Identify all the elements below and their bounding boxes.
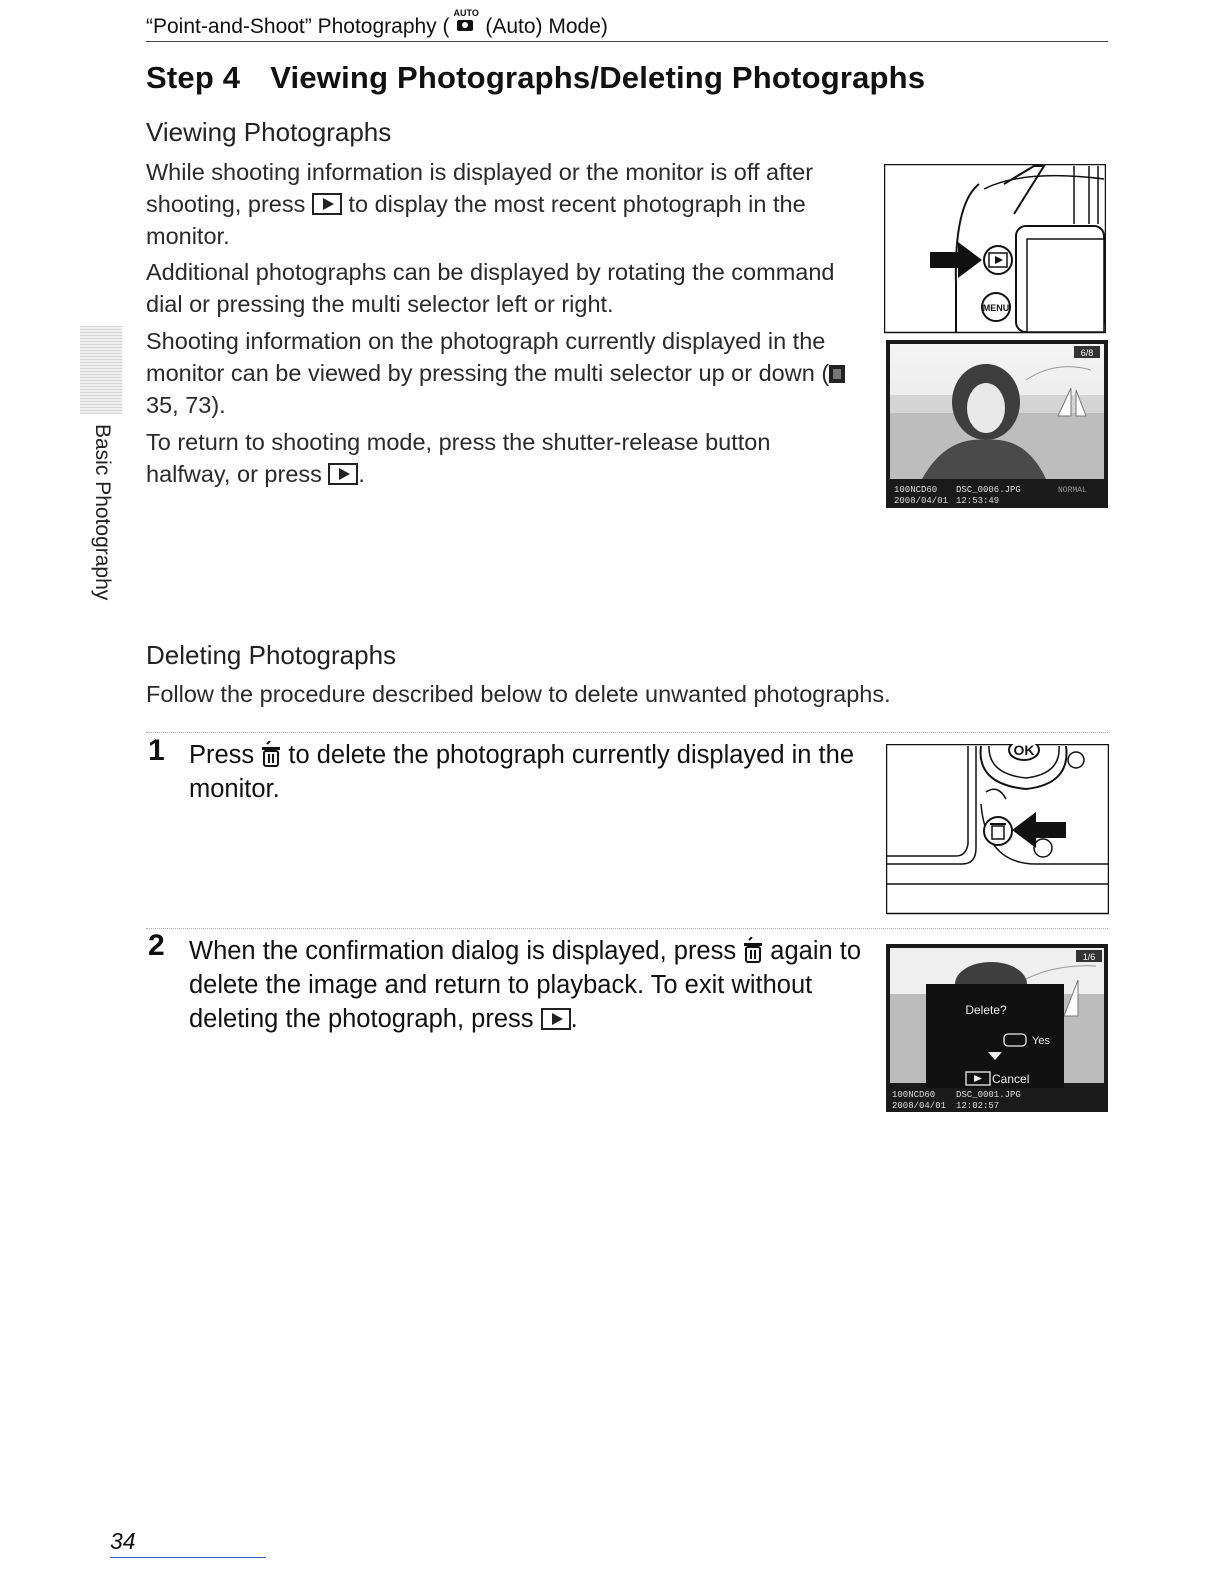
step-2-number: 2 [148,929,165,962]
camera-playback-button-figure [884,164,1106,334]
page-reference-icon [829,365,845,383]
title-text: Viewing Photographs/Deleting Photographs [270,60,926,95]
playback-button-icon [312,193,342,215]
deleting-intro: Follow the procedure described below to delete unwanted photographs. [146,681,891,707]
playback-button-icon [541,1008,571,1030]
viewing-heading: Viewing Photographs [146,117,392,147]
time: 12:53:49 [956,496,1000,506]
running-header [146,8,608,39]
frame-counter: 6/8 [1080,348,1094,358]
ok-button-label: OK [1013,744,1035,758]
viewing-paragraph-4: To return to shooting mode, press the shutter-release button halfway, or press . [146,429,771,487]
viewing-paragraph-2: Additional photographs can be displayed by rotating the command dial or pressing the multi selector left or right. [146,259,835,317]
step-2-text: When the confirmation dialog is displayed, press again to delete the image and return to playback. To exit without deleting the photograph, press . [189,937,862,1033]
date: 2008/04/01 [892,1101,947,1111]
section-tab-label: Basic Photography [91,424,114,601]
playback-button-icon [328,463,358,485]
auto-mode-icon: AUTO [452,12,478,36]
step-divider [146,732,1108,733]
folder-name: 100NCD60 [892,1090,936,1100]
page-number: 34 [110,1528,136,1554]
file-name: DSC_0001.JPG [956,1090,1021,1100]
header-rule [146,41,1108,42]
dialog-cancel-option: Cancel [992,1072,1030,1086]
delete-icon [743,937,763,963]
date: 2008/04/01 [894,496,949,506]
viewing-paragraph-3: Shooting information on the photograph currently displayed in the monitor can be viewed by pressing the multi selector up or down ( 35, 73). [146,325,856,421]
step-label: Step 4 [146,60,241,95]
time: 12:02:57 [956,1101,1000,1111]
image-quality: NORMAL [1058,486,1087,495]
step-1-number: 1 [148,734,165,767]
page-number-rule [110,1557,266,1558]
section-tab-marker [80,326,122,414]
frame-counter: 1/6 [1082,952,1096,962]
page-title [146,60,925,96]
step-1-text: Press to delete the photograph currently displayed in the monitor. [189,741,854,803]
header-text-start: “Point-and-Shoot” Photography ( [146,15,450,38]
delete-dialog-figure [886,944,1108,1112]
step-divider [146,928,1108,929]
delete-icon [261,741,281,767]
folder-name: 100NCD60 [894,485,938,495]
playback-display-figure [886,340,1108,508]
viewing-paragraph-1: While shooting information is displayed or the monitor is off after shooting, press to display the most recent photograph in the monitor. [146,159,814,249]
deleting-heading: Deleting Photographs [146,640,397,670]
menu-button-label: MENU [982,303,1010,313]
file-name: DSC_0006.JPG [956,485,1021,495]
dialog-yes-option: Yes [1032,1035,1050,1047]
camera-delete-button-figure [886,744,1109,915]
dialog-question: Delete? [965,1003,1007,1017]
header-text-end: (Auto) Mode) [479,15,608,38]
